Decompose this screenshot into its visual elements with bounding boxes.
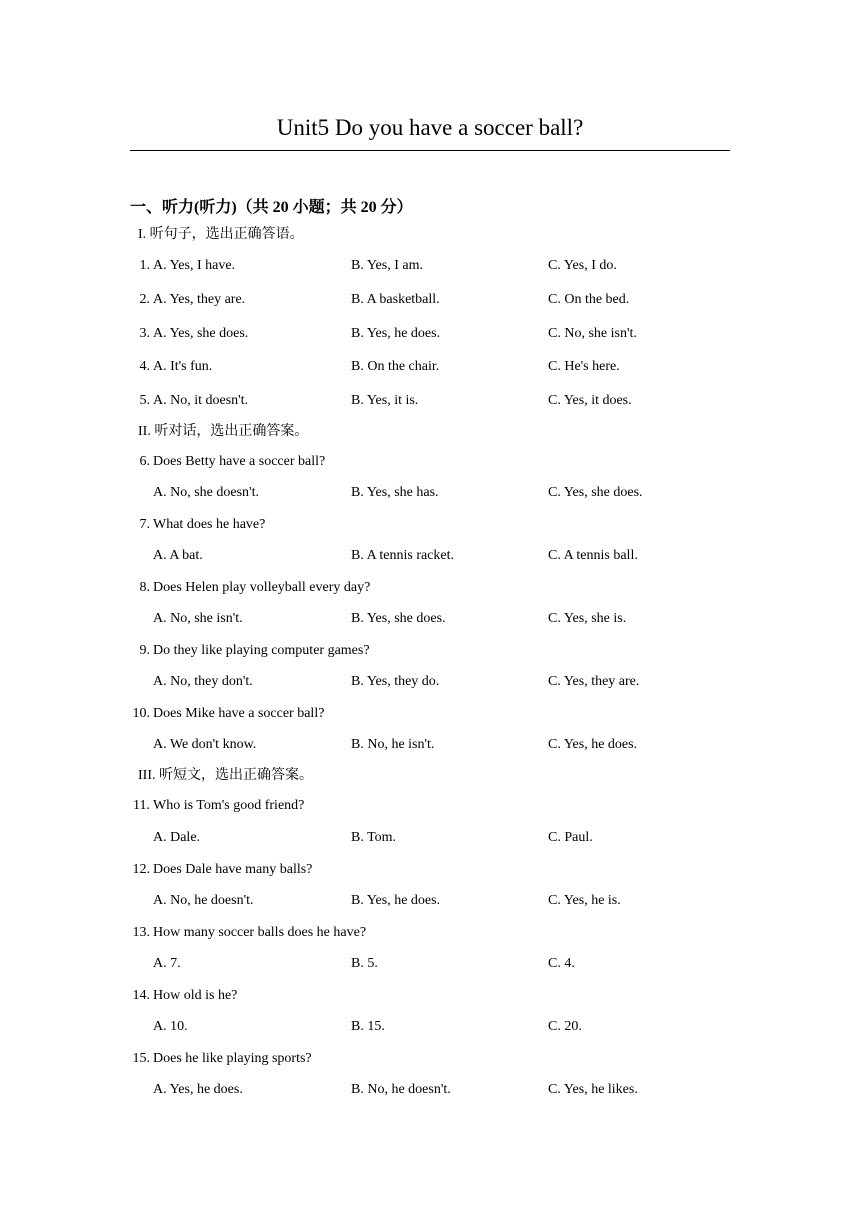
option-c: C. Yes, I do. — [548, 258, 617, 273]
question-row — [0, 290, 860, 312]
option-b: B. Tom. — [351, 830, 397, 845]
options-row — [0, 1080, 860, 1102]
section-heading: 一、听力(听力)（共 20 小题；共 20 分） — [130, 199, 413, 216]
option-a: A. No, he doesn't. — [153, 893, 254, 908]
question-number: 13. — [132, 925, 150, 940]
question-text: Does Mike have a soccer ball? — [153, 706, 325, 721]
option-b: B. A tennis racket. — [351, 548, 455, 563]
question-text: Who is Tom's good friend? — [153, 798, 305, 813]
question-number: 5. — [139, 393, 150, 408]
option-c: C. No, she isn't. — [548, 326, 637, 341]
question-row — [0, 452, 860, 474]
option-b: B. Yes, they do. — [351, 674, 440, 689]
question-text: What does he have? — [153, 517, 266, 532]
question-text: Does Helen play volleyball every day? — [153, 580, 371, 595]
options-row — [0, 609, 860, 631]
option-c: C. Yes, he does. — [548, 737, 638, 752]
option-b: B. No, he isn't. — [351, 737, 435, 752]
option-c: C. Yes, they are. — [548, 674, 640, 689]
option-a: A. No, it doesn't. — [153, 393, 249, 408]
question-number: 4. — [139, 359, 150, 374]
option-c: C. Paul. — [548, 830, 593, 845]
option-a: A. No, she doesn't. — [153, 485, 259, 500]
option-b: B. 15. — [351, 1019, 385, 1034]
option-b: B. Yes, she has. — [351, 485, 439, 500]
option-c: C. Yes, he likes. — [548, 1082, 638, 1097]
question-number: 6. — [139, 454, 150, 469]
option-b: B. Yes, he does. — [351, 893, 441, 908]
option-a: A. No, she isn't. — [153, 611, 243, 626]
question-row — [0, 515, 860, 537]
option-a: A. 7. — [153, 956, 181, 971]
question-text: How many soccer balls does he have? — [153, 925, 367, 940]
option-a: A. Yes, I have. — [153, 258, 236, 273]
option-c: C. Yes, she is. — [548, 611, 627, 626]
option-a: A. A bat. — [153, 548, 203, 563]
question-row — [0, 1049, 860, 1071]
option-c: C. A tennis ball. — [548, 548, 638, 563]
options-row — [0, 735, 860, 757]
option-c: C. Yes, it does. — [548, 393, 632, 408]
options-row — [0, 954, 860, 976]
question-text: Does Dale have many balls? — [153, 862, 313, 877]
options-row — [0, 672, 860, 694]
option-b: B. A basketball. — [351, 292, 440, 307]
part3-heading: III. 听短文，选出正确答案。 — [138, 768, 313, 783]
question-row — [0, 391, 860, 413]
question-number: 15. — [132, 1051, 150, 1066]
option-b: B. Yes, he does. — [351, 326, 441, 341]
question-row — [0, 357, 860, 379]
question-text: How old is he? — [153, 988, 238, 1003]
question-row — [0, 578, 860, 600]
option-b: B. No, he doesn't. — [351, 1082, 451, 1097]
question-number: 7. — [139, 517, 150, 532]
option-b: B. 5. — [351, 956, 378, 971]
question-text: Does he like playing sports? — [153, 1051, 312, 1066]
question-row — [0, 324, 860, 346]
option-b: B. Yes, she does. — [351, 611, 446, 626]
option-c: C. He's here. — [548, 359, 620, 374]
question-text: Does Betty have a soccer ball? — [153, 454, 326, 469]
options-row — [0, 828, 860, 850]
options-row — [0, 483, 860, 505]
option-c: C. On the bed. — [548, 292, 630, 307]
option-a: A. Yes, he does. — [153, 1082, 243, 1097]
question-number: 2. — [139, 292, 150, 307]
option-c: C. 20. — [548, 1019, 582, 1034]
option-a: A. We don't know. — [153, 737, 257, 752]
option-a: A. 10. — [153, 1019, 188, 1034]
question-number: 12. — [132, 862, 150, 877]
option-b: B. Yes, I am. — [351, 258, 423, 273]
question-row — [0, 796, 860, 818]
option-a: A. Yes, she does. — [153, 326, 249, 341]
options-row — [0, 1017, 860, 1039]
option-b: B. Yes, it is. — [351, 393, 419, 408]
question-text: Do they like playing computer games? — [153, 643, 370, 658]
question-row — [0, 256, 860, 278]
option-a: A. It's fun. — [153, 359, 213, 374]
question-number: 1. — [139, 258, 150, 273]
option-c: C. Yes, he is. — [548, 893, 621, 908]
options-row — [0, 546, 860, 568]
option-a: A. Dale. — [153, 830, 201, 845]
question-number: 10. — [132, 706, 150, 721]
option-c: C. 4. — [548, 956, 575, 971]
question-row — [0, 860, 860, 882]
question-row — [0, 923, 860, 945]
option-a: A. Yes, they are. — [153, 292, 246, 307]
option-a: A. No, they don't. — [153, 674, 253, 689]
option-b: B. On the chair. — [351, 359, 440, 374]
question-row — [0, 641, 860, 663]
option-c: C. Yes, she does. — [548, 485, 643, 500]
part2-heading: II. 听对话，选出正确答案。 — [138, 424, 309, 439]
question-number: 11. — [133, 798, 150, 813]
question-number: 14. — [132, 988, 150, 1003]
title-divider — [130, 150, 730, 151]
page-title: Unit5 Do you have a soccer ball? — [276, 115, 584, 140]
question-row — [0, 986, 860, 1008]
part1-heading: I. 听句子，选出正确答语。 — [138, 227, 304, 242]
question-number: 3. — [139, 326, 150, 341]
question-number: 8. — [139, 580, 150, 595]
options-row — [0, 891, 860, 913]
question-number: 9. — [139, 643, 150, 658]
question-row — [0, 704, 860, 726]
